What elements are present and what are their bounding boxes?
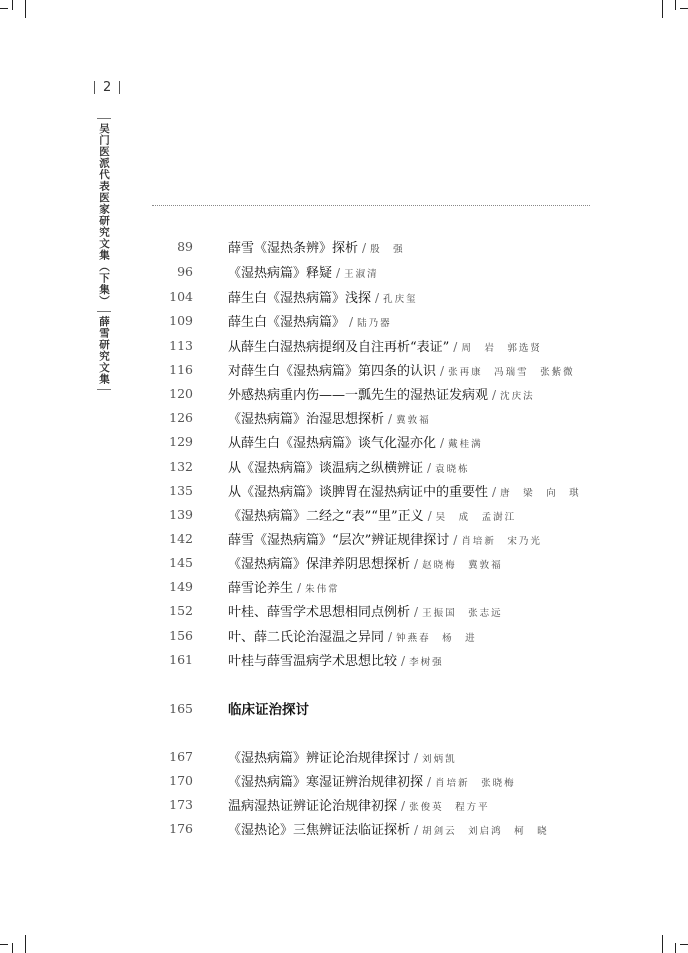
toc-author: 冀敦福 [396, 414, 431, 426]
toc-title: 温病湿热证辨证论治规律初探 [228, 798, 398, 814]
toc-page: 149 [169, 578, 193, 594]
page-number [86, 80, 128, 95]
toc-author: 唐 梁 向 琪 [500, 487, 581, 499]
toc-title: 从薛生白《湿热病篇》谈气化湿亦化 [228, 435, 437, 451]
toc-title: 《湿热病篇》保津养阴思想探析 [228, 556, 411, 572]
toc-page: 142 [169, 530, 193, 546]
toc-page: 161 [169, 651, 193, 667]
toc-author: 李树强 [409, 656, 444, 668]
toc-page: 116 [169, 361, 193, 377]
toc-title: 叶桂与薛雪温病学术思想比较 [228, 653, 398, 669]
volume-title: 薛雪研究文集 [98, 316, 110, 385]
toc-author: 胡剑云 刘启鸿 柯 晓 [422, 825, 549, 837]
toc-author: 周 岩 郭选贤 [461, 342, 542, 354]
toc-title: 从《湿热病篇》谈温病之纵横辨证 [228, 460, 424, 476]
toc-author: 王振国 张志远 [422, 607, 503, 619]
toc-author: 张俊英 程方平 [409, 801, 490, 813]
dotted-divider [152, 205, 590, 206]
toc-author: 肖培新 宋乃光 [461, 535, 542, 547]
toc-page: 129 [169, 433, 193, 449]
toc-page: 109 [169, 312, 193, 328]
toc-author: 赵晓梅 冀敦福 [422, 559, 503, 571]
toc-author: 王淑清 [344, 268, 379, 280]
toc-author: 张再康 冯瑞雪 张紫微 [448, 366, 575, 378]
page-number-bar-left [94, 81, 95, 94]
section-title: 临床证治探讨 [228, 702, 309, 718]
page-number-value: 2 [103, 80, 112, 95]
toc-title: 外感热病重内伤——一瓢先生的湿热证发病观 [228, 387, 489, 403]
toc-title: 《湿热病篇》治湿思想探析 [228, 411, 385, 427]
toc-title: 《湿热论》三焦辨证法临证探析 [228, 822, 411, 838]
toc-author: 朱伟常 [305, 583, 340, 595]
toc-author: 殷 强 [370, 243, 405, 255]
toc-page: 176 [169, 820, 193, 836]
toc-title: 《湿热病篇》辨证论治规律探讨 [228, 750, 411, 766]
running-head-rule [97, 118, 111, 119]
toc-page: 96 [177, 263, 193, 279]
toc-page: 156 [169, 627, 193, 643]
toc-page: 173 [169, 796, 193, 812]
toc-author: 沈庆法 [500, 390, 535, 402]
page-number-bar-right [119, 81, 120, 94]
toc-page: 126 [169, 409, 193, 425]
toc-title: 薛雪《湿热条辨》探析 [228, 240, 359, 256]
toc-title: 《湿热病篇》二经之“表”“里”正义 [228, 508, 424, 524]
toc-title: 《湿热病篇》寒湿证辨治规律初探 [228, 774, 424, 790]
toc-title: 叶桂、薛雪学术思想相同点例析 [228, 604, 411, 620]
toc-page: 104 [169, 288, 193, 304]
toc-author: 陆乃器 [357, 317, 392, 329]
series-title: 吴门医派代表医家研究文集（下集） [98, 123, 110, 307]
toc-title: 《湿热病篇》释疑 [228, 265, 333, 281]
toc-page: 170 [169, 772, 193, 788]
toc-page: 89 [177, 238, 193, 254]
toc-author: 孔庆玺 [383, 293, 418, 305]
toc-author: 肖培新 张晓梅 [435, 777, 516, 789]
toc-author: 刘炳凯 [422, 753, 457, 765]
toc-title: 对薛生白《湿热病篇》第四条的认识 [228, 363, 437, 379]
toc-page: 165 [169, 700, 193, 716]
toc-title: 叶、薛二氏论治湿温之异同 [228, 629, 385, 645]
toc-page: 167 [169, 748, 193, 764]
toc-page: 113 [169, 337, 193, 353]
toc-title: 薛雪《湿热病篇》“层次”辨证规律探讨 [228, 532, 450, 548]
toc-title: 薛生白《湿热病篇》浅探 [228, 290, 372, 306]
toc-page: 139 [169, 506, 193, 522]
toc-title: 薛生白《湿热病篇》 [228, 314, 346, 330]
toc-title: 从薛生白湿热病提纲及自注再析“表证” [228, 339, 450, 355]
toc-author: 吴 成 孟澍江 [435, 511, 517, 523]
toc-author: 袁晓栋 [435, 463, 470, 475]
toc-author: 戴桂满 [448, 438, 483, 450]
running-head [96, 118, 112, 394]
toc-title: 从《湿热病篇》谈脾胃在湿热病证中的重要性 [228, 484, 489, 500]
toc-page: 152 [169, 602, 193, 618]
toc-title: 薛雪论养生 [228, 580, 294, 596]
toc-page: 135 [169, 482, 193, 498]
toc-page: 120 [169, 385, 193, 401]
toc-page: 132 [169, 458, 193, 474]
toc-page: 145 [169, 554, 193, 570]
toc-author: 钟燕春 杨 进 [396, 632, 477, 644]
